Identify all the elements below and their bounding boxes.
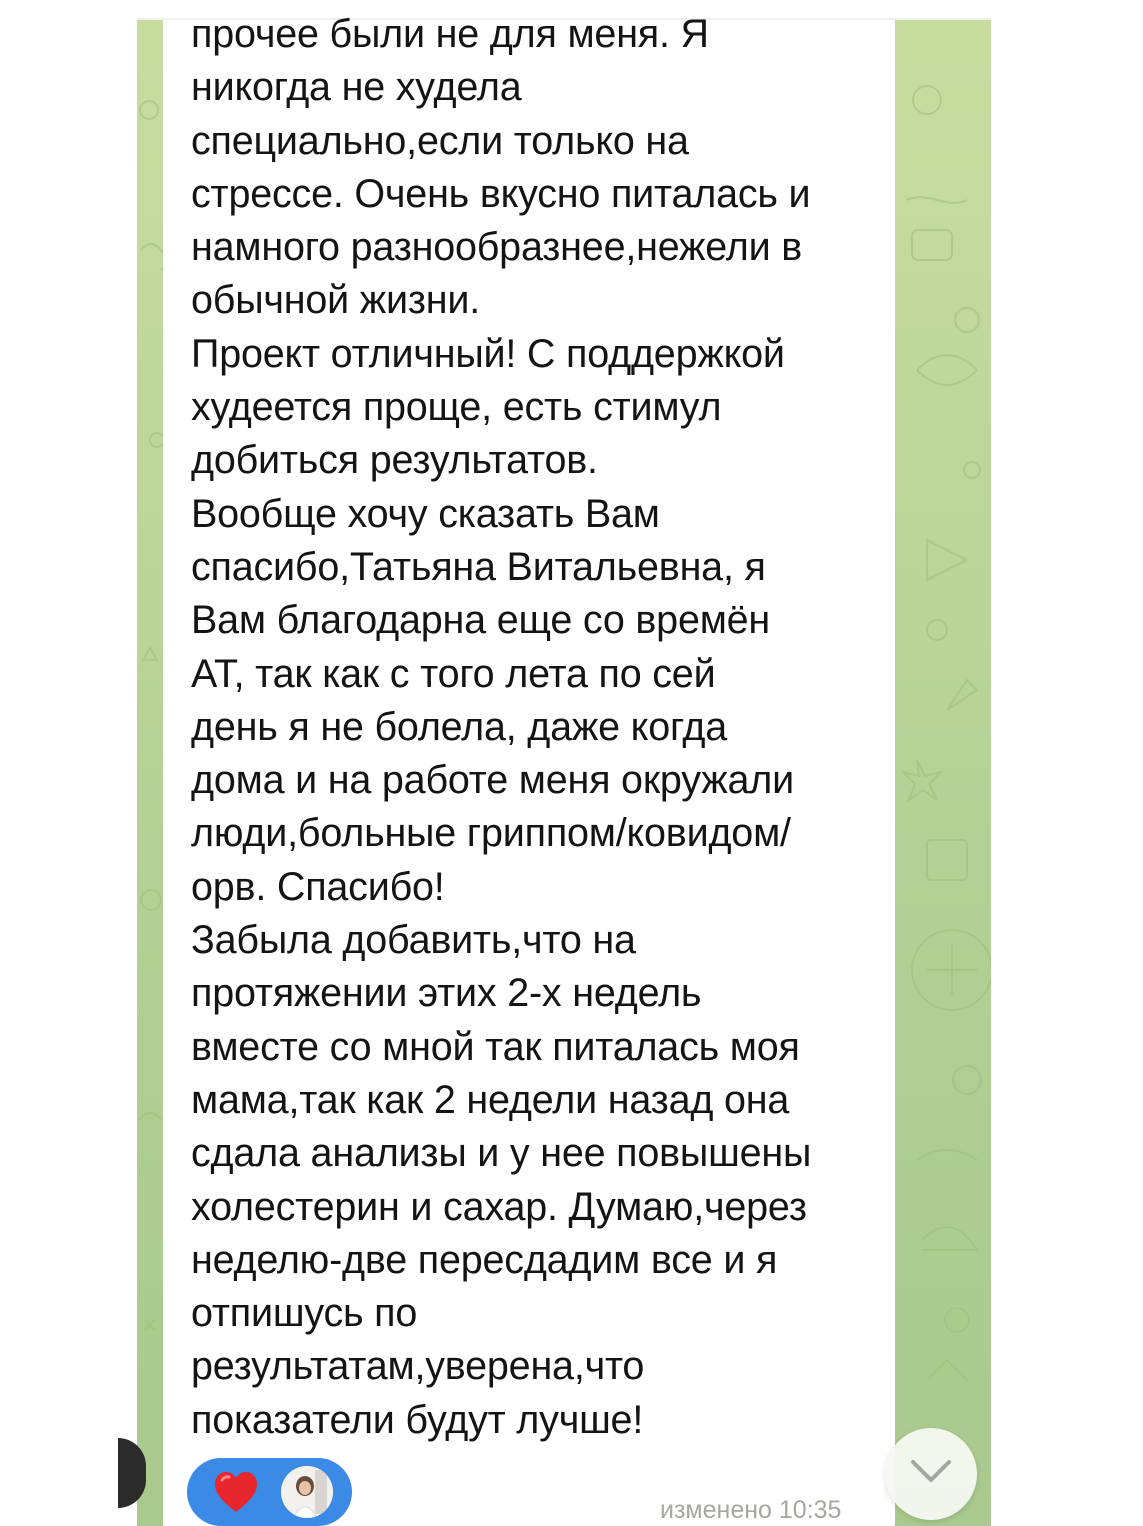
message-line: стрессе. Очень вкусно питалась и (191, 171, 811, 216)
message-line: холестерин и сахар. Думаю,через (191, 1184, 807, 1229)
person-photo-icon (281, 1466, 333, 1518)
reactor-avatar[interactable] (281, 1466, 333, 1518)
message-line: сдала анализы и у нее повышены (191, 1131, 812, 1176)
message-line: худеется проще, есть стимул (191, 385, 722, 430)
message-line: никогда не худела (191, 65, 522, 110)
scroll-to-bottom-button[interactable] (885, 1428, 977, 1520)
message-line: Вообще хочу сказать Вам (191, 491, 660, 536)
chevron-down-icon (909, 1458, 953, 1486)
message-line: протяжении этих 2-х недель (191, 971, 702, 1016)
message-line: Проект отличный! С поддержкой (191, 331, 785, 376)
message-line: день я не болела, даже когда (191, 704, 728, 749)
message-line: отпишусь по (191, 1291, 418, 1336)
message-line: обычной жизни. (191, 278, 481, 323)
message-line: показатели будут лучше! (191, 1397, 644, 1442)
message-line: результатам,уверена,что (191, 1344, 645, 1389)
message-text (191, 8, 881, 1447)
message-line: орв. Спасибо! (191, 864, 445, 909)
message-edited-timestamp: изменено 10:35 (660, 1496, 842, 1524)
message-line: специально,если только на (191, 118, 689, 163)
reaction-chip[interactable] (187, 1458, 352, 1526)
message-line: неделю-две пересдадим все и я (191, 1237, 778, 1282)
message-line: мама,так как 2 недели назад она (191, 1077, 790, 1122)
message-line: Вам благодарна еще со времён (191, 598, 771, 643)
red-heart-icon (213, 1470, 259, 1514)
message-line: дома и на работе меня окружали (191, 758, 794, 803)
message-line: намного разнообразнее,нежели в (191, 225, 802, 270)
message-line: спасибо,Татьяна Витальевна, я (191, 544, 766, 589)
message-line: Забыла добавить,что на (191, 918, 636, 963)
message-line: вместе со мной так питалась моя (191, 1024, 800, 1069)
message-line: добиться результатов. (191, 438, 598, 483)
message-line: люди,больные гриппом/ковидом/ (191, 811, 791, 856)
message-line: прочее были не для меня. Я (191, 12, 709, 56)
message-line: АТ, так как с того лета по сей (191, 651, 716, 696)
